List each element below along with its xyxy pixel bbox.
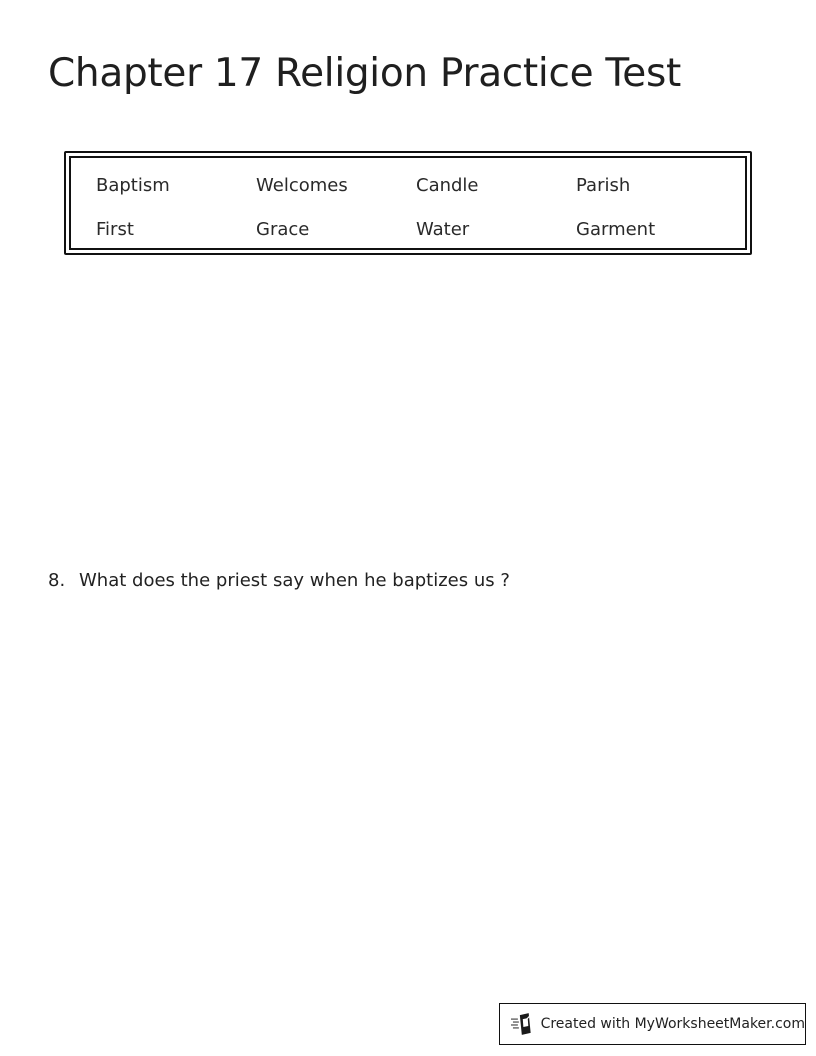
word-bank-item: Garment: [576, 219, 656, 240]
word-bank-item: Water: [416, 219, 470, 240]
question-text: What does the priest say when he baptizes us ?: [79, 570, 510, 591]
question-item: [48, 569, 510, 593]
question-number: 8.: [48, 570, 66, 591]
word-bank-box: [64, 151, 752, 255]
word-bank-item: Candle: [416, 175, 479, 196]
footer-credit-text[interactable]: Created with MyWorksheetMaker.com: [540, 1016, 805, 1032]
footer-credit-badge[interactable]: [499, 1003, 806, 1045]
page-title: Chapter 17 Religion Practice Test: [48, 51, 681, 96]
word-bank-item: Parish: [576, 175, 631, 196]
word-bank-inner-border: [69, 156, 747, 250]
document-brush-icon: [510, 1012, 536, 1036]
word-bank-item: Baptism: [96, 175, 170, 196]
word-bank-item: Grace: [256, 219, 310, 240]
word-bank-item: Welcomes: [256, 175, 348, 196]
word-bank-item: First: [96, 219, 134, 240]
